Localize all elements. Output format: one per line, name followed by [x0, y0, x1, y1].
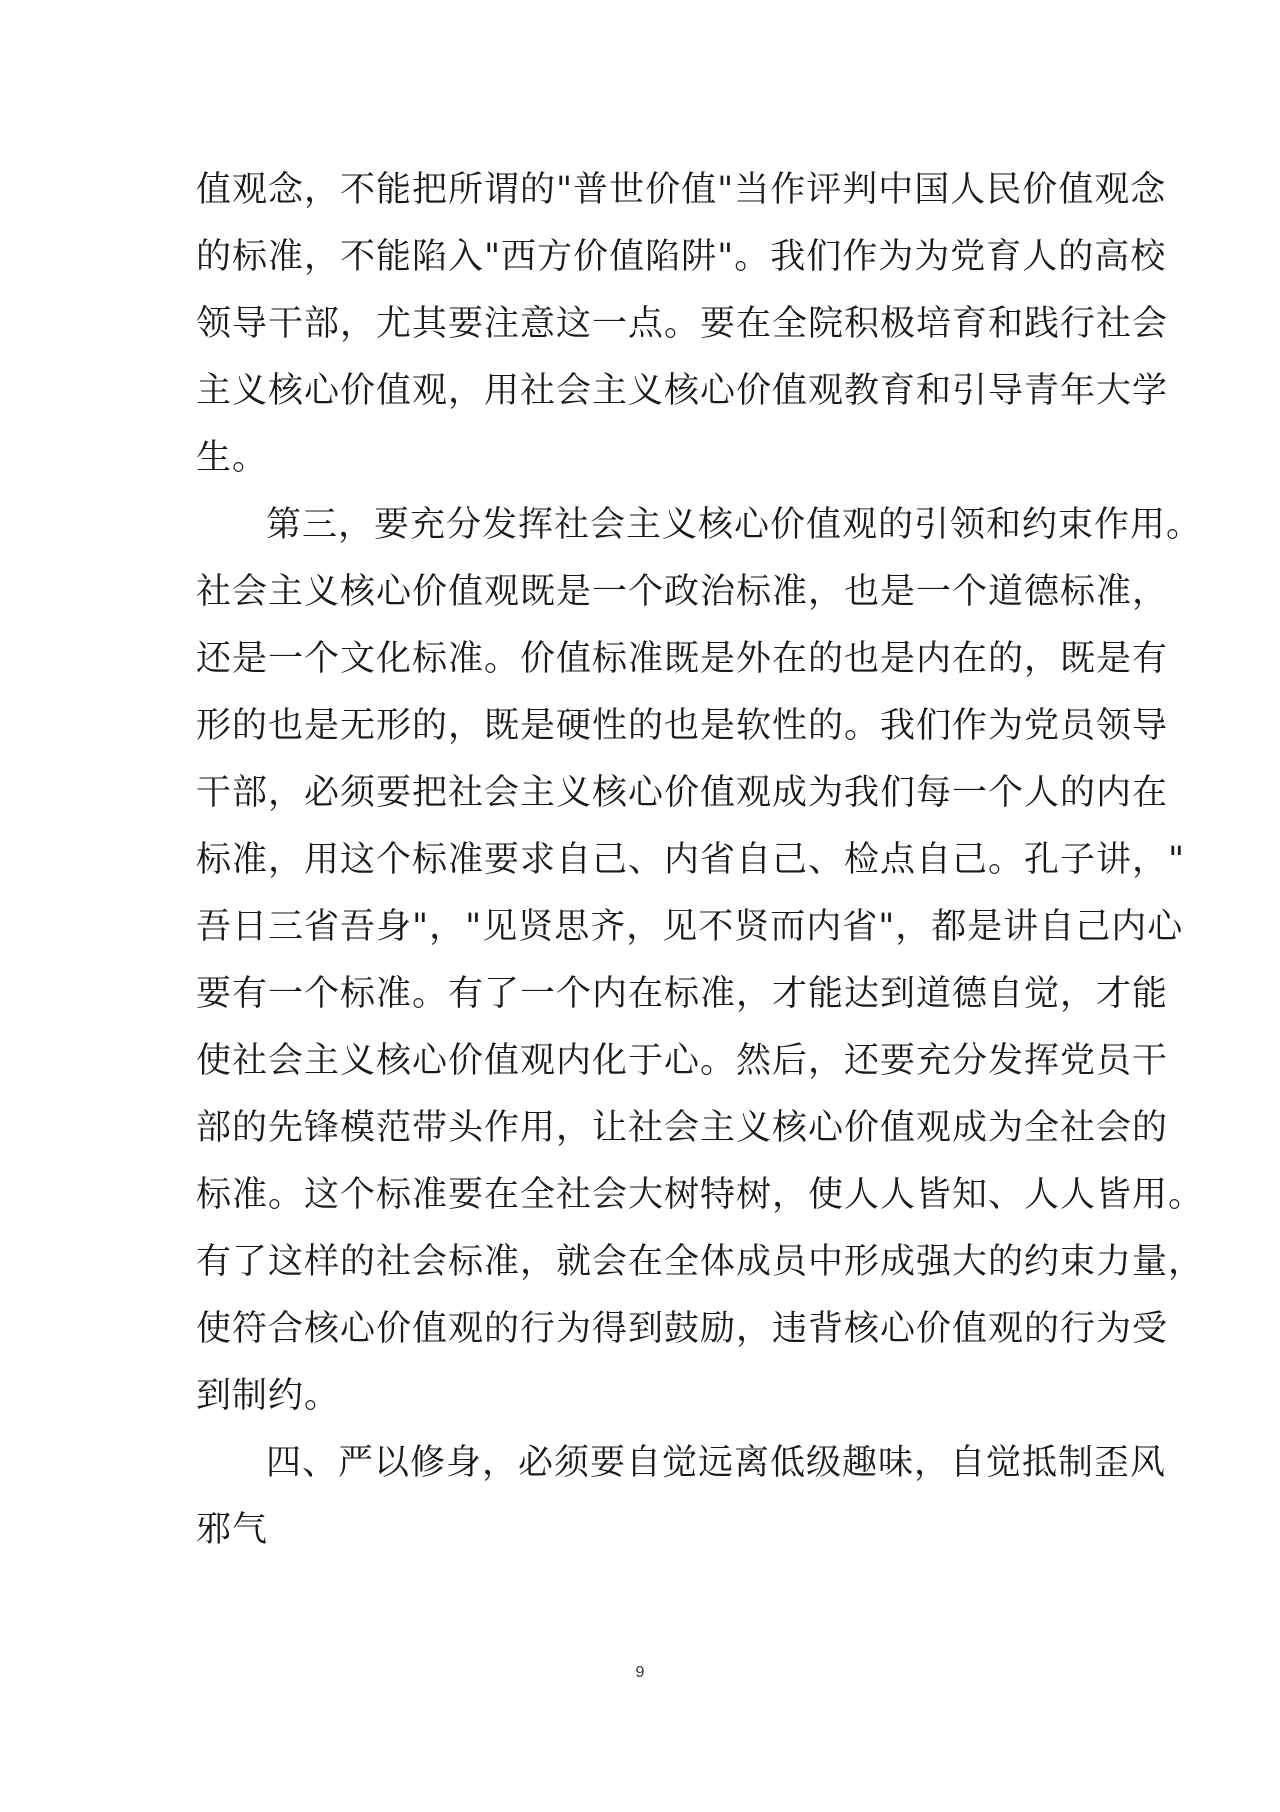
text-line: 到制约。: [196, 1376, 341, 1416]
section-heading-line: 邪气: [196, 1510, 269, 1550]
text-line: 干部，必须要把社会主义核心价值观成为我们每一个人的内在: [196, 773, 1169, 813]
text-line: 要有一个标准。有了一个内在标准，才能达到道德自觉，才能: [196, 974, 1169, 1014]
text-line: 形的也是无形的，既是硬性的也是软性的。我们作为党员领导: [196, 706, 1169, 746]
text-line: 领导干部，尤其要注意这一点。要在全院积极培育和践行社会: [196, 304, 1169, 344]
text-line: 有了这样的社会标准，就会在全体成员中形成强大的约束力量，: [196, 1242, 1205, 1282]
text-line: 生。: [196, 438, 269, 478]
text-line: 的标准，不能陷入"西方价值陷阱"。我们作为为党育人的高校: [196, 237, 1167, 277]
text-line: 标准。这个标准要在全社会大树特树，使人人皆知、人人皆用。: [196, 1175, 1205, 1215]
text-line: 使符合核心价值观的行为得到鼓励，违背核心价值观的行为受: [196, 1309, 1169, 1349]
text-line: 还是一个文化标准。价值标准既是外在的也是内在的，既是有: [196, 639, 1169, 679]
text-line: 主义核心价值观，用社会主义核心价值观教育和引导青年大学: [196, 371, 1169, 411]
text-line: 吾日三省吾身"，"见贤思齐，见不贤而内省"，都是讲自己内心: [196, 907, 1184, 947]
text-line: 值观念，不能把所谓的"普世价值"当作评判中国人民价值观念: [196, 170, 1167, 210]
page-number: 9: [635, 1664, 645, 1681]
text-line: 使社会主义核心价值观内化于心。然后，还要充分发挥党员干: [196, 1041, 1169, 1081]
paragraph-start-line: 第三，要充分发挥社会主义核心价值观的引领和约束作用。: [266, 505, 1203, 545]
text-line: 社会主义核心价值观既是一个政治标准，也是一个道德标准，: [196, 572, 1169, 612]
section-heading-line: 四、严以修身，必须要自觉远离低级趣味，自觉抵制歪风: [266, 1443, 1167, 1483]
text-line: 部的先锋模范带头作用，让社会主义核心价值观成为全社会的: [196, 1108, 1169, 1148]
text-line: 标准，用这个标准要求自己、内省自己、检点自己。孔子讲，": [196, 840, 1186, 880]
